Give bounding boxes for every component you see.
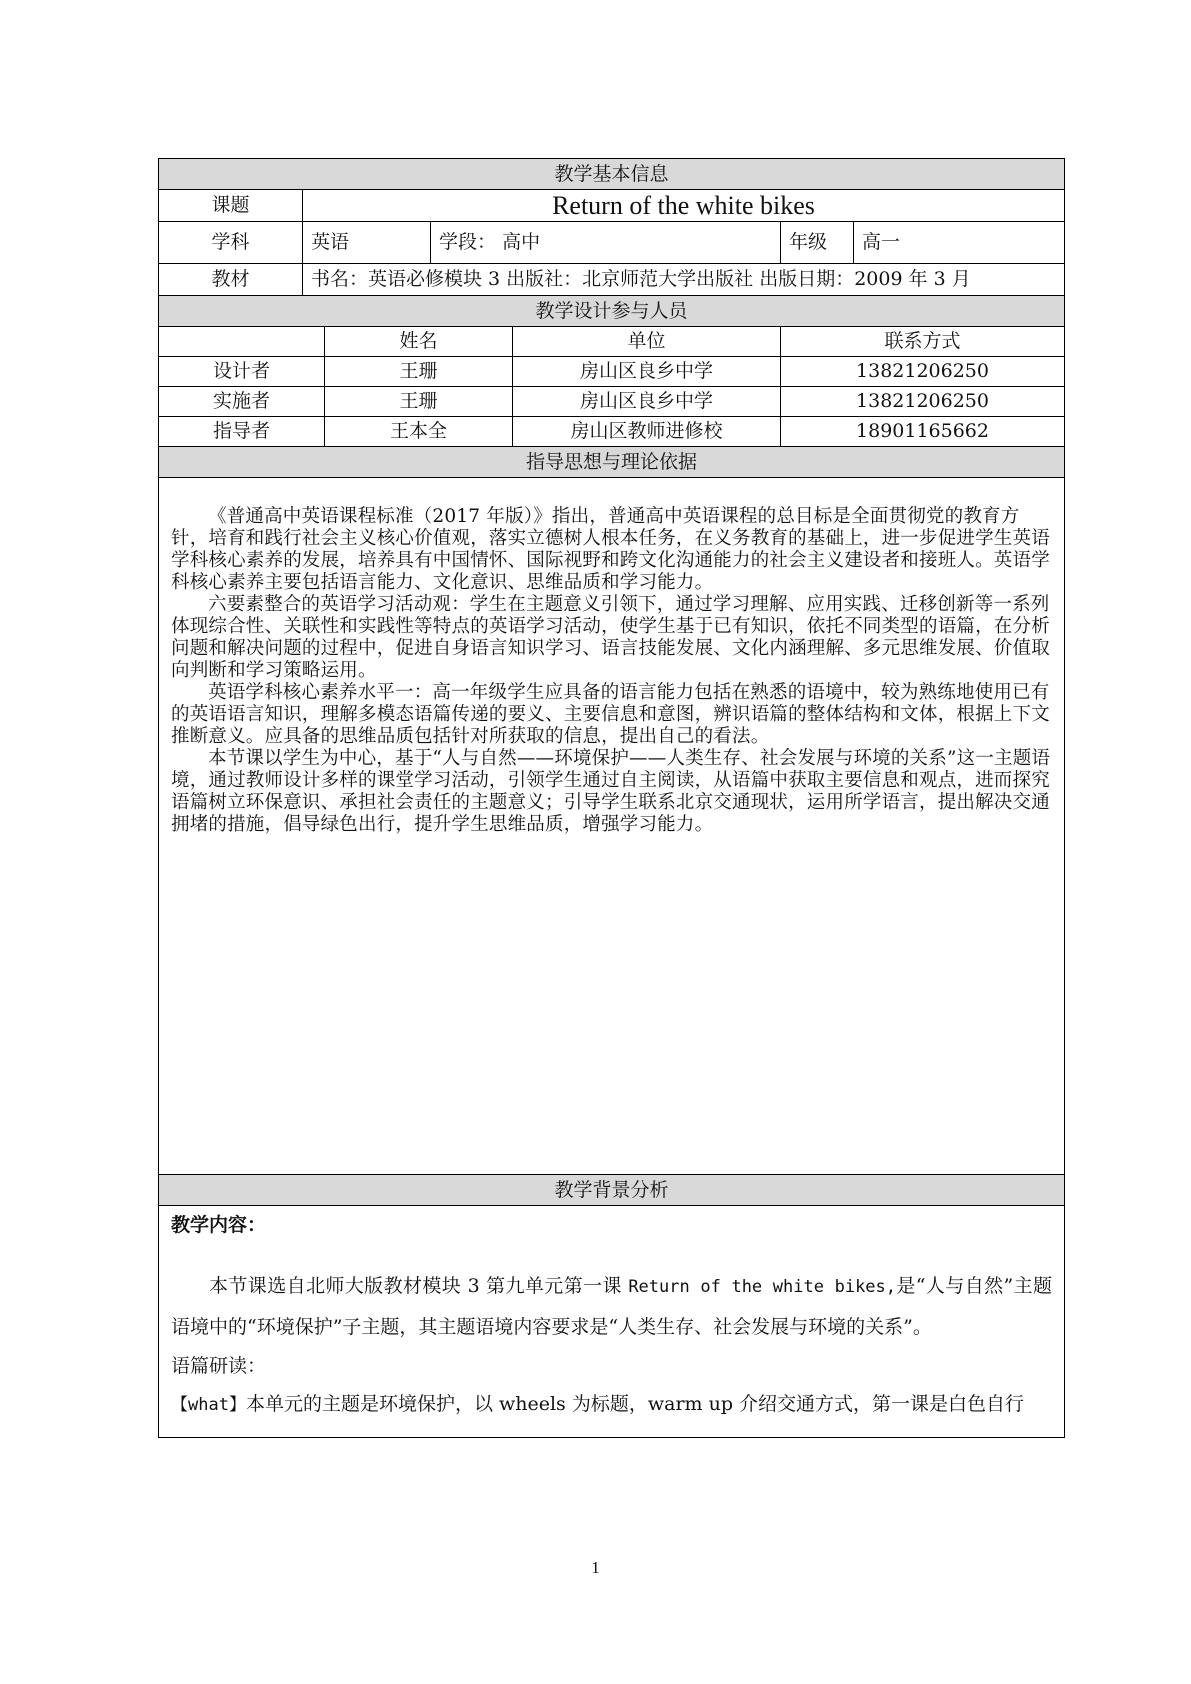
background-body xyxy=(159,1206,1065,1438)
theory-paragraph: 英语学科核心素养水平一：高一年级学生应具备的语言能力包括在熟悉的语境中，较为熟练地使用已有的英语语言知识，理解多模态语篇传递的要义、主要信息和意图，辨识语篇的整体结构和文体，根据上下文推断意义。应具备的思维品质包括针对所获取的信息，提出自己的看法。 xyxy=(171,682,1050,748)
what-tag: 【what】 xyxy=(171,1395,246,1416)
theory-paragraph: 六要素整合的英语学习活动观：学生在主题意义引领下，通过学习理解、应用实践、迁移创新等一系列体现综合性、关联性和实践性等特点的英语学习活动，使学生基于已有知识，依托不同类型的语篇，在分析问题和解决问题的过程中，促进自身语言知识学习、语言技能发展、文化内涵理解、多元思维发展、价值取向判断和学习策略运用。 xyxy=(171,594,1050,682)
grade-value: 高一 xyxy=(854,222,1065,264)
participant-role: 实施者 xyxy=(159,387,325,417)
participant-name: 王珊 xyxy=(325,357,513,387)
participant-contact: 13821206250 xyxy=(781,357,1065,387)
theory-paragraph: 《普通高中英语课程标准（2017 年版）》指出，普通高中英语课程的总目标是全面贯彻党的教育方针，培育和践行社会主义核心价值观，落实立德树人根本任务，在义务教育的基础上，进一步促进学生英语学科核心素养的发展，培养具有中国情怀、国际视野和跨文化沟通能力的社会主义建设者和接班人。英语学科核心素养主要包括语言能力、文化意识、思维品质和学习能力。 xyxy=(171,506,1050,594)
section-header-participants: 教学设计参与人员 xyxy=(159,296,1065,327)
column-header-unit: 单位 xyxy=(513,327,781,357)
participant-unit: 房山区良乡中学 xyxy=(513,387,781,417)
content-text-b: 是“人与自然”主题语境中的“环境保护”子主题，其主题语境内容要求是“人类生存、社会发展与环境的关系”。 xyxy=(171,1275,1053,1339)
reading-label: 语篇研读： xyxy=(171,1355,267,1378)
subject-value: 英语 xyxy=(303,222,431,264)
content-text-a: 本节课选自北师大版教材模块 3 第九单元第一课 xyxy=(209,1275,629,1298)
what-paragraph xyxy=(171,1385,1052,1424)
participant-name: 王珊 xyxy=(325,387,513,417)
table-row xyxy=(159,357,1065,387)
textbook-value: 书名：英语必修模块 3 出版社：北京师范大学出版社 出版日期：2009 年 3 月 xyxy=(303,264,1065,296)
participant-role: 设计者 xyxy=(159,357,325,387)
document-page xyxy=(158,158,1064,1438)
table-row xyxy=(159,417,1065,447)
guiding-theory-body xyxy=(159,478,1065,1175)
participant-role: 指导者 xyxy=(159,417,325,447)
participant-contact: 18901165662 xyxy=(781,417,1065,447)
topic-label: 课题 xyxy=(159,190,303,222)
theory-paragraph: 本节课以学生为中心，基于“人与自然——环境保护——人类生存、社会发展与环境的关系”这一主题语境，通过教师设计多样的课堂学习活动，引领学生通过自主阅读，从语篇中获取主要信息和观点，进而探究语篇树立环保意识、承担社会责任的主题意义；引导学生联系北京交通现状，运用所学语言，提出解决交通拥堵的措施，倡导绿色出行，提升学生思维品质，增强学习能力。 xyxy=(171,748,1051,836)
textbook-label: 教材 xyxy=(159,264,303,296)
section-header-guiding-theory: 指导思想与理论依据 xyxy=(159,447,1065,478)
table-row xyxy=(159,387,1065,417)
participant-contact: 13821206250 xyxy=(781,387,1065,417)
grade-label: 年级 xyxy=(781,222,854,264)
participant-name: 王本全 xyxy=(325,417,513,447)
section-header-basic-info: 教学基本信息 xyxy=(159,159,1065,190)
page-number: 1 xyxy=(591,1558,600,1577)
lesson-title-mono: Return of the white bikes, xyxy=(628,1277,897,1298)
column-header-contact: 联系方式 xyxy=(781,327,1065,357)
teaching-content-paragraph xyxy=(171,1266,1052,1347)
participant-unit: 房山区教师进修校 xyxy=(513,417,781,447)
column-header-name: 姓名 xyxy=(325,327,513,357)
stage-value: 高中 xyxy=(502,231,541,254)
section-header-background: 教学背景分析 xyxy=(159,1175,1065,1206)
participant-unit: 房山区良乡中学 xyxy=(513,357,781,387)
topic-title: Return of the white bikes xyxy=(303,190,1065,222)
what-text: 本单元的主题是环境保护，以 wheels 为标题，warm up 介绍交通方式，第一课是白色自行 xyxy=(245,1393,1025,1416)
participants-header-row xyxy=(159,327,1065,357)
stage-label: 学段： xyxy=(439,231,497,254)
teaching-content-title: 教学内容： xyxy=(171,1214,267,1237)
column-header-role xyxy=(159,327,325,357)
stage-cell xyxy=(431,222,781,264)
subject-label: 学科 xyxy=(159,222,303,264)
lesson-info-table xyxy=(158,158,1065,1438)
